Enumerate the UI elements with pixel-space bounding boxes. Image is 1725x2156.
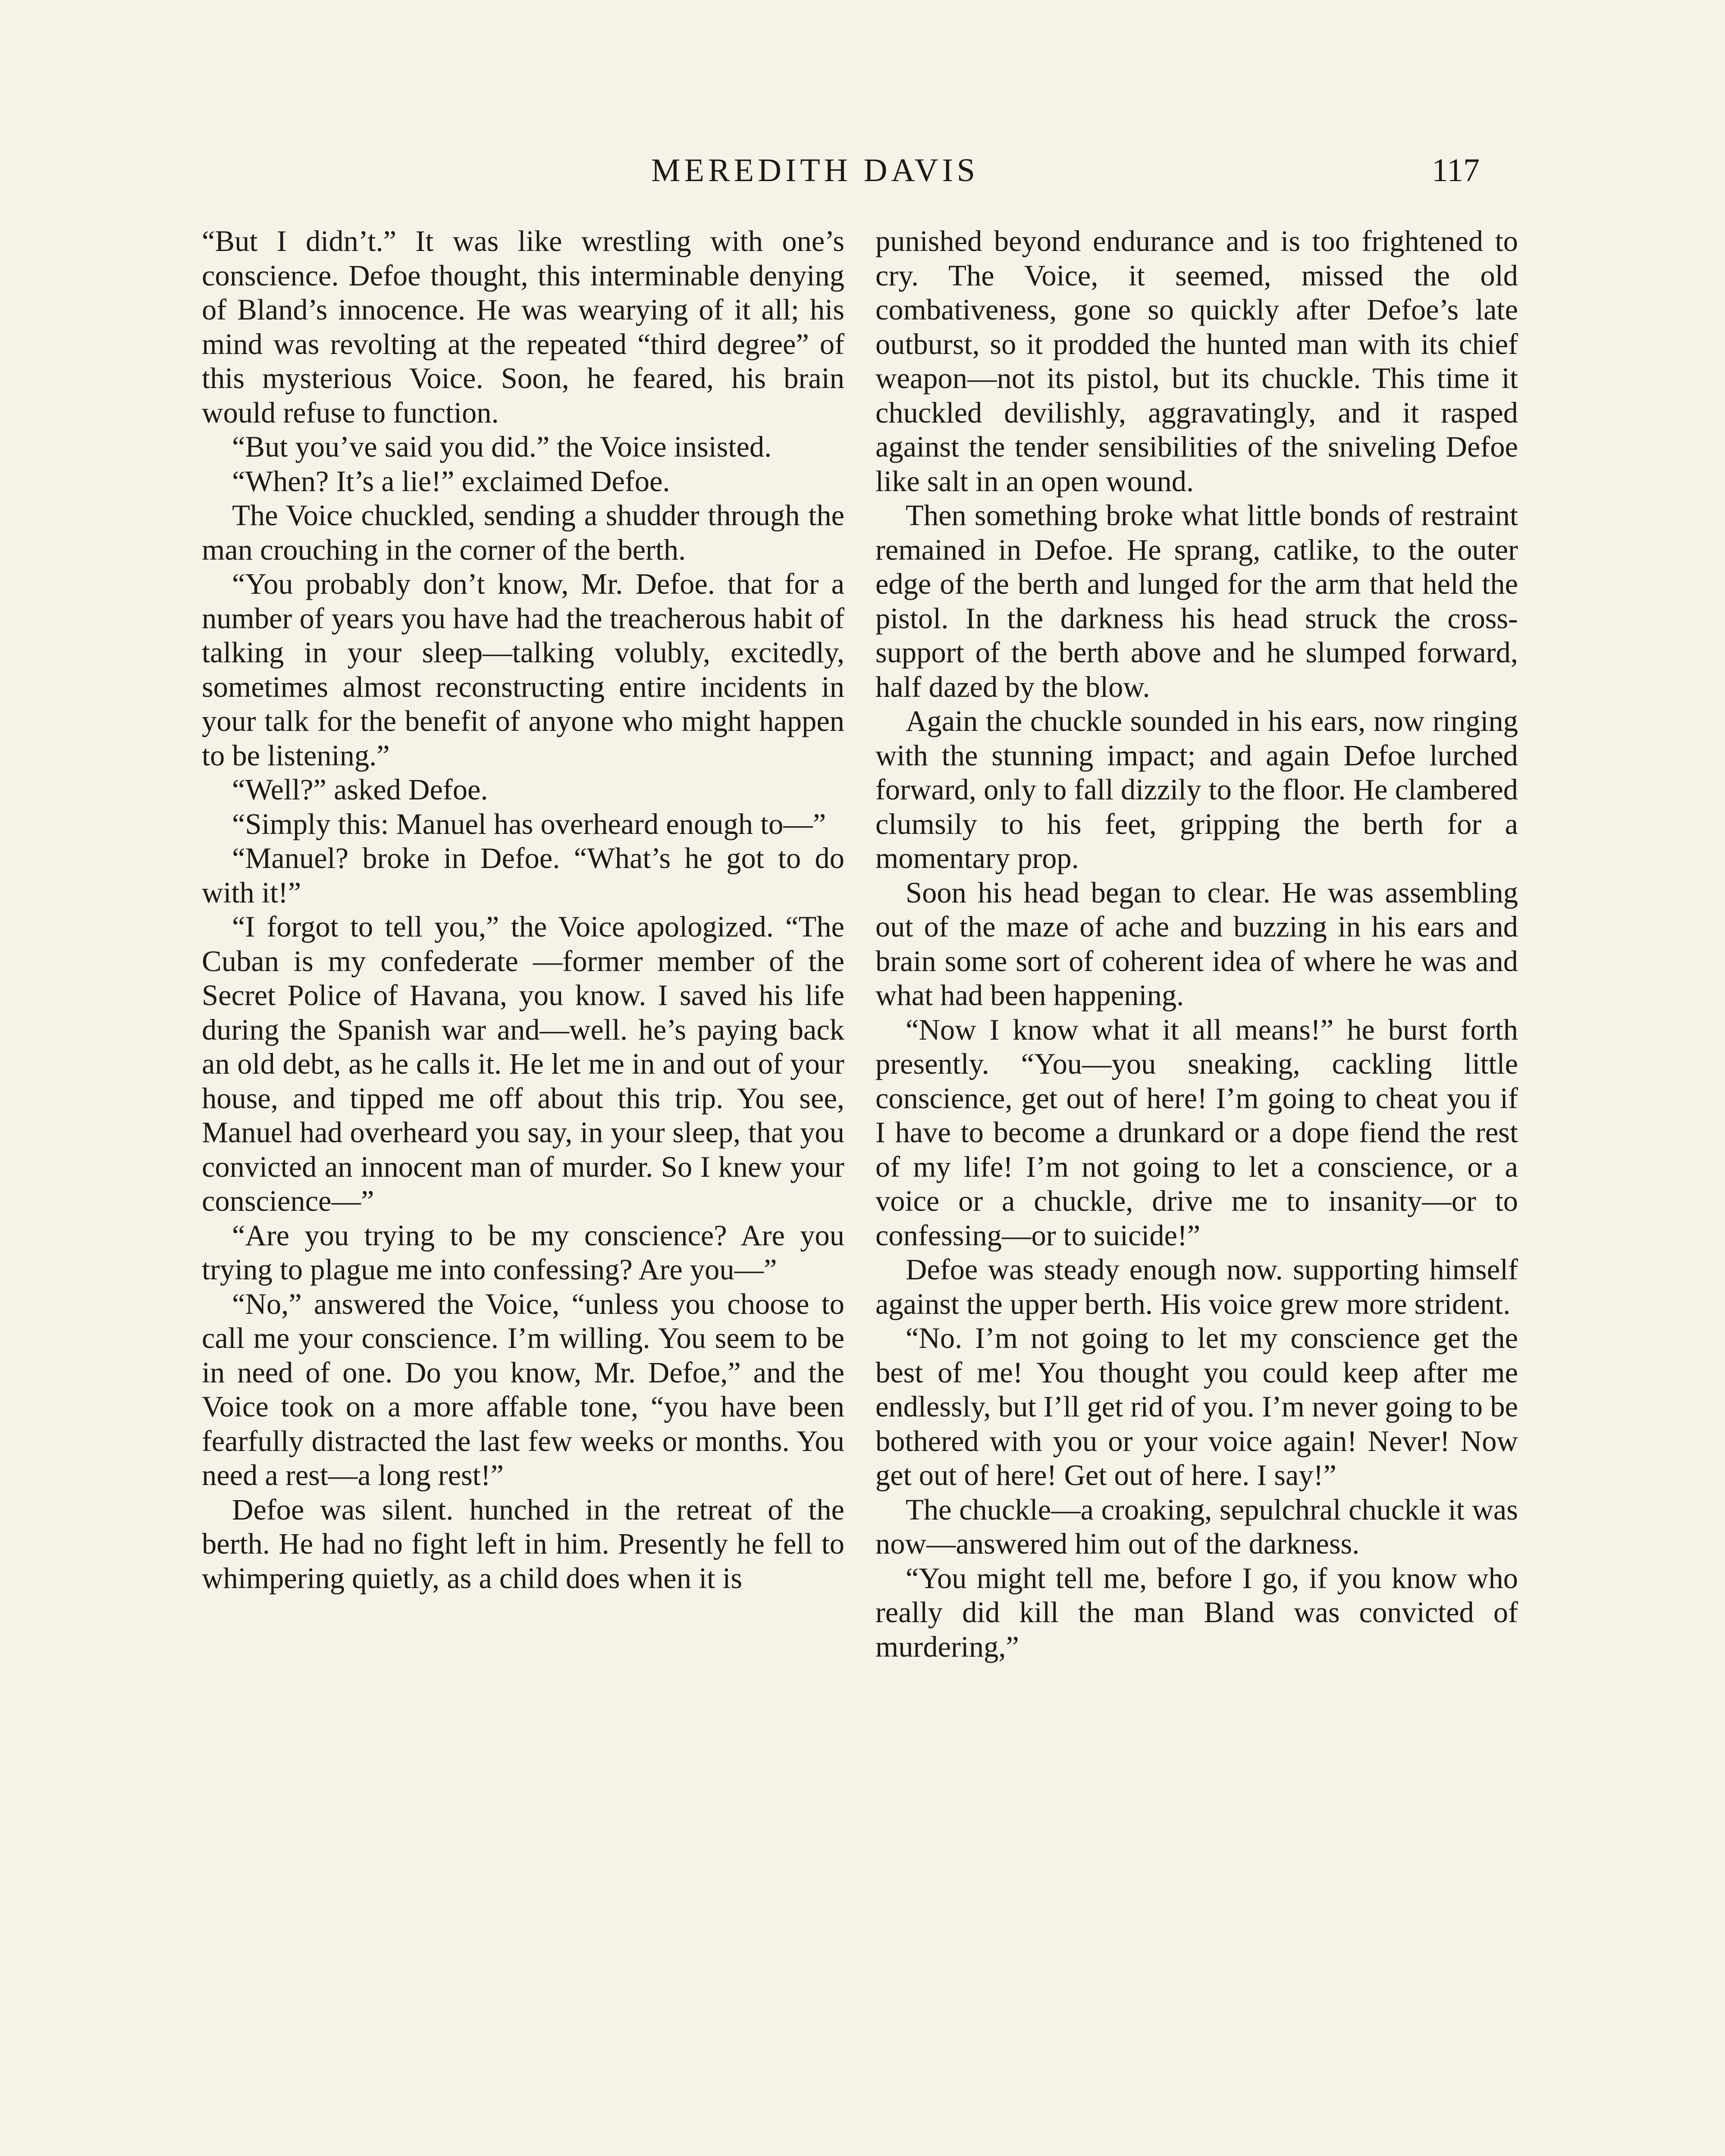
right-column: [875, 224, 1518, 2156]
paragraph: The Voice chuckled, sending a shudder through the man crouching in the corner of the berth.: [202, 499, 844, 566]
paragraph: Defoe was steady enough now. supporting himself against the upper berth. His voice grew more strident.: [875, 1253, 1518, 1320]
paragraph: “Manuel? broke in Defoe. “What’s he got to do with it!”: [202, 842, 844, 909]
paragraph: “No,” answered the Voice, “unless you choose to call me your conscience. I’m willing. You seem to be in need of one. Do you know, Mr. Defoe,” and the Voice took on a more affable tone, “you have been fearfully distracted the last few weeks or months. You need a rest—a long rest!”: [202, 1287, 844, 1492]
running-title: MEREDITH DAVIS: [651, 152, 979, 188]
paragraph: “Are you trying to be my conscience? Are you trying to plague me into confessing? Are you—”: [202, 1219, 844, 1286]
paragraph: Defoe was silent. hunched in the retreat of the berth. He had no fight left in him. Presently he fell to whimpering quietly, as a child does when it is: [202, 1493, 844, 1595]
paragraph: “I forgot to tell you,” the Voice apologized. “The Cuban is my confederate —former member of the Secret Police of Havana, you know. I saved his life during the Spanish war and—well. he’s paying back an old debt, as he calls it. He let me in and out of your house, and tipped me off about this trip. You see, Manuel had overheard you say, in your sleep, that you convicted an innocent man of murder. So I knew your conscience—”: [202, 910, 844, 1217]
paragraph: “When? It’s a lie!” exclaimed Defoe.: [232, 464, 670, 498]
paragraph: Again the chuckle sounded in his ears, now ringing with the stunning impact; and again Defoe lurched forward, only to fall dizzily to the floor. He clambered clumsily to his feet, gripping the berth for a momentary prop.: [875, 705, 1518, 874]
paragraph: “Well?” asked Defoe.: [232, 773, 488, 806]
paragraph: “But I didn’t.” It was like wrestling with one’s conscience. Defoe thought, this interminable denying of Bland’s innocence. He was wearying of it all; his mind was revolting at the repeated “third degree” of this mysterious Voice. Soon, he feared, his brain would refuse to function.: [202, 225, 844, 429]
paragraph: punished beyond endurance and is too frightened to cry. The Voice, it seemed, missed the old combativeness, gone so quickly after Defoe’s late outburst, so it prodded the hunted man with its chief weapon—not its pistol, but its chuckle. This time it chuckled devilishly, aggravatingly, and it rasped against the tender sensibilities of the sniveling Defoe like salt in an open wound.: [875, 225, 1518, 498]
paragraph: The chuckle—a croaking, sepulchral chuckle it was now—answered him out of the darkness.: [875, 1493, 1518, 1560]
paragraph: “You might tell me, before I go, if you know who really did kill the man Bland was convicted of murdering,”: [875, 1561, 1518, 1663]
paragraph: “Now I know what it all means!” he burst forth presently. “You—you sneaking, cackling little conscience, get out of here! I’m going to cheat you if I have to become a drunkard or a dope fiend the rest of my life! I’m not going to let a conscience, or a voice or a chuckle, drive me to insanity—or to confessing—or to suicide!”: [875, 1013, 1518, 1252]
left-column: [202, 224, 844, 2156]
paragraph: “You probably don’t know, Mr. Defoe. that for a number of years you have had the treacherous habit of talking in your sleep—talking volubly, excitedly, sometimes almost reconstructing entire incidents in your talk for the benefit of anyone who might happen to be listening.”: [202, 567, 844, 772]
paragraph: “Simply this: Manuel has overheard enough to—”: [232, 807, 826, 840]
paragraph: “No. I’m not going to let my conscience get the best of me! You thought you could keep after me endlessly, but I’ll get rid of you. I’m never going to be bothered with you or your voice again! Never! Now get out of here! Get out of here. I say!”: [875, 1322, 1518, 1492]
paragraph: “But you’ve said you did.” the Voice insisted.: [232, 430, 772, 463]
paragraph: Soon his head began to clear. He was assembling out of the maze of ache and buzzing in his ears and brain some sort of coherent idea of where he was and what had been happening.: [875, 876, 1518, 1012]
paragraph: Then something broke what little bonds of restraint remained in Defoe. He sprang, catlike, to the outer edge of the berth and lunged for the arm that held the pistol. In the darkness his head struck the cross-support of the berth above and he slumped forward, half dazed by the blow.: [875, 499, 1518, 703]
page-number: 117: [1432, 152, 1480, 188]
page-header: [0, 147, 1725, 194]
